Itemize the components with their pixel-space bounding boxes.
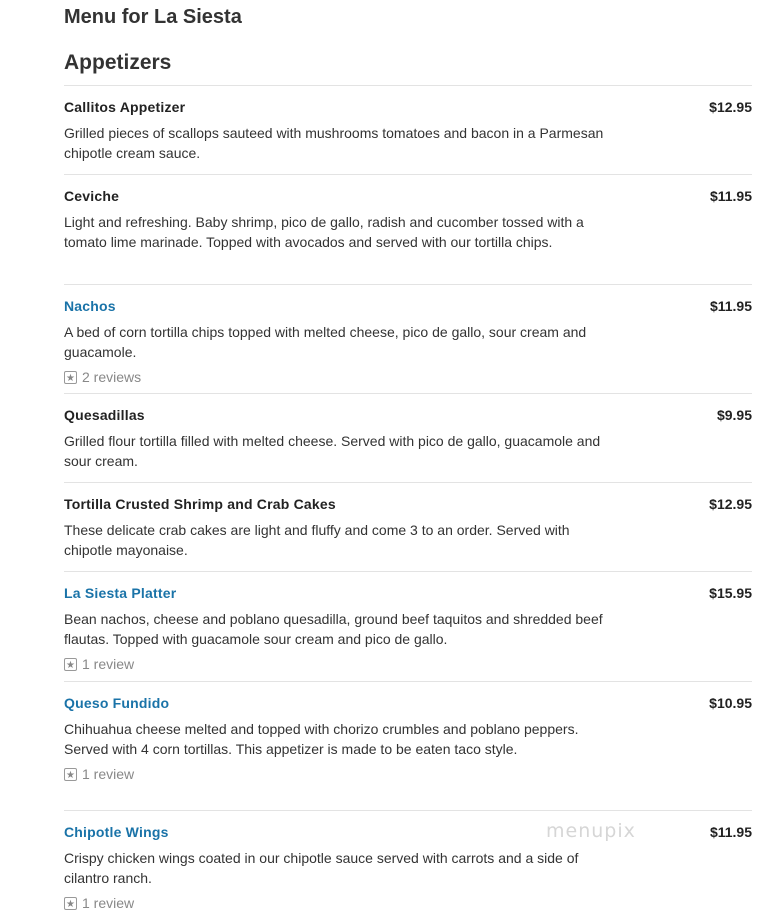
review-star-icon (64, 768, 77, 781)
menu-item-price: $12.95 (709, 496, 752, 512)
menu-item-name: Tortilla Crusted Shrimp and Crab Cakes (64, 496, 336, 512)
watermark-logo: menupix (546, 820, 636, 842)
review-star-icon (64, 371, 77, 384)
reviews-link[interactable] (64, 764, 752, 784)
review-star-icon (64, 897, 77, 910)
menu-item-price: $11.95 (709, 188, 752, 204)
menu-item-description: Chihuahua cheese melted and topped with chorizo crumbles and poblano peppers. Served with 4 corn tortillas. This appetizer is made to be eaten taco style. (64, 721, 579, 757)
menu-item-description: Grilled flour tortilla filled with melted cheese. Served with pico de gallo, guacamole and sour cream. (64, 433, 601, 469)
menu-item (64, 810, 752, 920)
menu-item-name-link[interactable]: Chipotle Wings (64, 824, 169, 840)
menu-item (64, 284, 752, 393)
menu-item-name: Callitos Appetizer (64, 99, 186, 115)
menu-item-name: Quesadillas (64, 407, 145, 423)
menu-item-name-link[interactable]: Queso Fundido (64, 695, 170, 711)
reviews-link[interactable] (64, 367, 752, 387)
menu-item-price: $12.95 (709, 99, 752, 115)
menu-item (64, 681, 752, 810)
menu-item-name-link[interactable]: Nachos (64, 298, 116, 314)
reviews-link[interactable] (64, 654, 752, 674)
menu-item (64, 85, 752, 174)
menu-item-price: $9.95 (716, 407, 752, 423)
menu-item (64, 174, 752, 284)
menu-list (64, 85, 752, 920)
menu-item-description: Light and refreshing. Baby shrimp, pico de gallo, radish and cucomber tossed with a tomato lime marinade. Topped with avocados and served with our tortilla chips. (64, 214, 584, 250)
reviews-count: 1 review (82, 656, 135, 672)
menu-item (64, 571, 752, 681)
menu-item-description: These delicate crab cakes are light and fluffy and come 3 to an order. Served with chipotle mayonaise. (64, 522, 570, 558)
menu-item-description: A bed of corn tortilla chips topped with melted cheese, pico de gallo, sour cream and guacamole. (64, 324, 587, 360)
reviews-count: 1 review (82, 895, 135, 911)
menu-item-price: $11.95 (709, 298, 752, 314)
reviews-link[interactable] (64, 893, 752, 913)
menu-item-name: Ceviche (64, 188, 120, 204)
menu-item-price: $15.95 (709, 585, 752, 601)
menu-item-price: $11.95 (709, 824, 752, 840)
page-title: Menu for La Siesta (64, 6, 242, 28)
menu-item-description: Crispy chicken wings coated in our chipotle sauce served with carrots and a side of cilantro ranch. (64, 850, 579, 886)
menu-item (64, 482, 752, 571)
review-star-icon (64, 658, 77, 671)
menu-item-description: Grilled pieces of scallops sauteed with mushrooms tomatoes and bacon in a Parmesan chipotle cream sauce. (64, 125, 604, 161)
menu-item-name-link[interactable]: La Siesta Platter (64, 585, 177, 601)
section-title: Appetizers (64, 51, 172, 74)
menu-item (64, 393, 752, 482)
menu-item-description: Bean nachos, cheese and poblano quesadilla, ground beef taquitos and shredded beef flautas. Topped with guacamole sour cream and pico de gallo. (64, 611, 603, 647)
menu-item-price: $10.95 (709, 695, 752, 711)
reviews-count: 2 reviews (82, 369, 142, 385)
reviews-count: 1 review (82, 766, 135, 782)
